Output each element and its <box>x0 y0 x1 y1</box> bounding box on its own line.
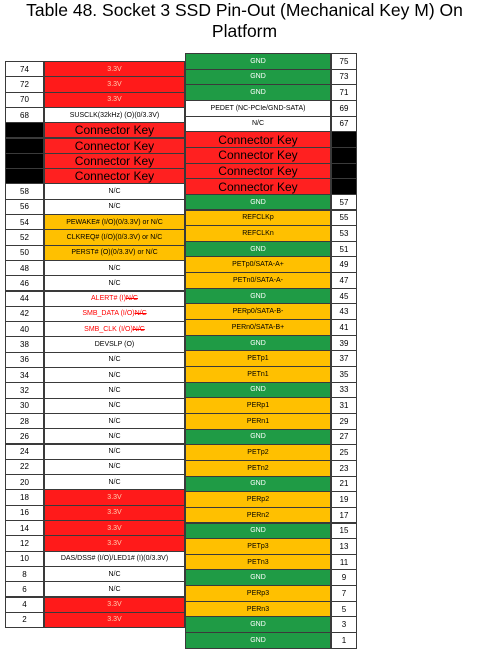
pin-signal: PERp1 <box>185 397 331 414</box>
pin-signal: GND <box>185 382 331 399</box>
pin-number: 52 <box>5 229 44 245</box>
pin-number: 5 <box>331 601 357 618</box>
pin-number: 15 <box>331 523 357 540</box>
pin-signal: GND <box>185 632 331 649</box>
pin-number: 12 <box>5 535 44 551</box>
pin-number: 7 <box>331 585 357 602</box>
pin-signal: PETn0/SATA-A- <box>185 272 331 289</box>
pin-signal: PETp2 <box>185 444 331 461</box>
connector-key-spacer <box>331 163 357 180</box>
pin-number: 50 <box>5 245 44 261</box>
pin-signal: GND <box>185 84 331 101</box>
signal-label: SMB_CLK (I/O) <box>84 325 133 333</box>
connector-key-spacer <box>331 147 357 164</box>
pin-number: 17 <box>331 507 357 524</box>
pin-number: 26 <box>5 428 44 444</box>
pin-signal: 3.3V <box>44 76 185 92</box>
connector-key-cell: Connector Key <box>185 178 331 195</box>
pin-signal: PERn2 <box>185 507 331 524</box>
pin-signal: N/C <box>44 275 185 291</box>
pin-signal: GND <box>185 335 331 352</box>
pin-number: 14 <box>5 520 44 536</box>
pin-signal: PETn1 <box>185 366 331 383</box>
connector-key-spacer <box>5 138 44 154</box>
pin-signal: PETn2 <box>185 460 331 477</box>
pin-signal: REFCLKp <box>185 210 331 227</box>
pin-number: 38 <box>5 336 44 352</box>
table-title-line-1: Table 48. Socket 3 SSD Pin-Out (Mechanical Key M) On <box>26 0 463 20</box>
pin-number: 41 <box>331 319 357 336</box>
pin-signal: PEWAKE# (I/O)(0/3.3V) or N/C <box>44 214 185 230</box>
pin-number: 40 <box>5 321 44 337</box>
pin-number: 31 <box>331 397 357 414</box>
pin-signal: SUSCLK(32kHz) (O)(0/3.3V) <box>44 107 185 123</box>
pin-number: 1 <box>331 632 357 649</box>
connector-key-spacer <box>331 131 357 148</box>
pin-signal: 3.3V <box>44 535 185 551</box>
pin-number: 20 <box>5 474 44 490</box>
pin-number: 57 <box>331 194 357 211</box>
pin-signal: PERn1 <box>185 413 331 430</box>
pin-signal: CLKREQ# (I/O)(0/3.3V) or N/C <box>44 229 185 245</box>
pin-number: 28 <box>5 413 44 429</box>
pin-number: 36 <box>5 352 44 368</box>
pin-number: 72 <box>5 76 44 92</box>
pin-number: 2 <box>5 612 44 628</box>
pin-number: 23 <box>331 460 357 477</box>
struck-signal-label: N/C <box>132 325 145 333</box>
pin-signal: GND <box>185 523 331 540</box>
connector-key-cell: Connector Key <box>185 163 331 180</box>
pin-signal: N/C <box>44 183 185 199</box>
pin-number: 75 <box>331 53 357 70</box>
connector-key-cell: Connector Key <box>44 168 185 184</box>
pin-number: 34 <box>5 367 44 383</box>
struck-signal-label: N/C <box>134 310 147 318</box>
pin-signal: 3.3V <box>44 520 185 536</box>
pin-number: 69 <box>331 100 357 117</box>
connector-key-spacer <box>331 178 357 195</box>
pin-number: 3 <box>331 616 357 633</box>
connector-key-spacer <box>5 122 44 138</box>
pin-signal: GND <box>185 616 331 633</box>
pin-signal: 3.3V <box>44 612 185 628</box>
pin-signal: PETp1 <box>185 350 331 367</box>
pin-number: 68 <box>5 107 44 123</box>
pin-signal: N/C <box>44 444 185 460</box>
pin-number: 22 <box>5 459 44 475</box>
pin-number: 11 <box>331 554 357 571</box>
pin-signal: GND <box>185 69 331 86</box>
pin-number: 45 <box>331 288 357 305</box>
pin-signal <box>44 291 185 307</box>
signal-label: ALERT# (I) <box>91 295 126 303</box>
pin-number: 54 <box>5 214 44 230</box>
pin-number: 16 <box>5 505 44 521</box>
connector-key-cell: Connector Key <box>185 147 331 164</box>
pin-signal <box>44 306 185 322</box>
pin-number: 10 <box>5 551 44 567</box>
pin-signal: GND <box>185 429 331 446</box>
pin-signal: N/C <box>44 199 185 215</box>
pin-number: 67 <box>331 116 357 133</box>
pin-signal: PETp3 <box>185 538 331 555</box>
pin-signal: 3.3V <box>44 61 185 77</box>
pin-signal: PETn3 <box>185 554 331 571</box>
pin-number: 35 <box>331 366 357 383</box>
pin-number: 4 <box>5 597 44 613</box>
pin-number: 73 <box>331 69 357 86</box>
pin-number: 44 <box>5 291 44 307</box>
pin-signal: GND <box>185 241 331 258</box>
pin-number: 58 <box>5 183 44 199</box>
pin-number: 51 <box>331 241 357 258</box>
pin-number: 55 <box>331 210 357 227</box>
pin-signal: 3.3V <box>44 597 185 613</box>
pin-signal: PERn3 <box>185 601 331 618</box>
pin-number: 30 <box>5 398 44 414</box>
pin-signal: DEVSLP (O) <box>44 336 185 352</box>
pin-number: 25 <box>331 444 357 461</box>
pin-number: 24 <box>5 444 44 460</box>
pin-number: 37 <box>331 350 357 367</box>
pin-signal: DAS/DSS# (I/O)/LED1# (I)(0/3.3V) <box>44 551 185 567</box>
pin-number: 49 <box>331 256 357 273</box>
pin-signal: N/C <box>44 428 185 444</box>
pin-signal: N/C <box>44 382 185 398</box>
connector-key-cell: Connector Key <box>44 138 185 154</box>
pin-number: 74 <box>5 61 44 77</box>
pin-number: 46 <box>5 275 44 291</box>
pin-number: 29 <box>331 413 357 430</box>
pin-signal: PERp2 <box>185 491 331 508</box>
pin-signal: N/C <box>44 459 185 475</box>
pin-signal: N/C <box>44 474 185 490</box>
pin-signal: GND <box>185 476 331 493</box>
pin-signal: PEDET (NC-PCIe/GND-SATA) <box>185 100 331 117</box>
connector-key-cell: Connector Key <box>44 122 185 138</box>
pin-number: 19 <box>331 491 357 508</box>
pin-number: 48 <box>5 260 44 276</box>
pin-number: 27 <box>331 429 357 446</box>
pin-number: 21 <box>331 476 357 493</box>
pin-number: 42 <box>5 306 44 322</box>
connector-key-cell: Connector Key <box>44 153 185 169</box>
pin-signal: N/C <box>185 116 331 133</box>
pin-number: 18 <box>5 489 44 505</box>
pin-signal: PETp0/SATA-A+ <box>185 256 331 273</box>
pin-number: 53 <box>331 225 357 242</box>
pin-number: 8 <box>5 566 44 582</box>
struck-signal-label: N/C <box>125 295 138 303</box>
pin-number: 56 <box>5 199 44 215</box>
pin-signal <box>44 321 185 337</box>
pin-signal: 3.3V <box>44 92 185 108</box>
pin-number: 9 <box>331 569 357 586</box>
pin-signal: N/C <box>44 566 185 582</box>
pin-signal: N/C <box>44 352 185 368</box>
pin-number: 70 <box>5 92 44 108</box>
pin-signal: PERn0/SATA-B+ <box>185 319 331 336</box>
pin-signal: REFCLKn <box>185 225 331 242</box>
pin-signal: PERp3 <box>185 585 331 602</box>
pin-signal: PERp0/SATA-B- <box>185 303 331 320</box>
connector-key-cell: Connector Key <box>185 131 331 148</box>
pin-number: 6 <box>5 581 44 597</box>
pin-number: 39 <box>331 335 357 352</box>
pin-number: 32 <box>5 382 44 398</box>
pin-signal: N/C <box>44 413 185 429</box>
pin-signal: N/C <box>44 367 185 383</box>
pin-number: 47 <box>331 272 357 289</box>
pin-number: 13 <box>331 538 357 555</box>
pin-signal: GND <box>185 53 331 70</box>
pin-signal: N/C <box>44 581 185 597</box>
pin-signal: 3.3V <box>44 505 185 521</box>
pin-signal: N/C <box>44 398 185 414</box>
pin-signal: GND <box>185 569 331 586</box>
table-title-line-2: Platform <box>211 21 278 41</box>
pin-number: 71 <box>331 84 357 101</box>
connector-key-spacer <box>5 168 44 184</box>
pin-number: 33 <box>331 382 357 399</box>
signal-label: SMB_DATA (I/O) <box>82 310 135 318</box>
connector-key-spacer <box>5 153 44 169</box>
pin-signal: N/C <box>44 260 185 276</box>
pin-signal: 3.3V <box>44 489 185 505</box>
pin-signal: PERST# (O)(0/3.3V) or N/C <box>44 245 185 261</box>
pin-signal: GND <box>185 194 331 211</box>
pin-signal: GND <box>185 288 331 305</box>
pin-number: 43 <box>331 303 357 320</box>
